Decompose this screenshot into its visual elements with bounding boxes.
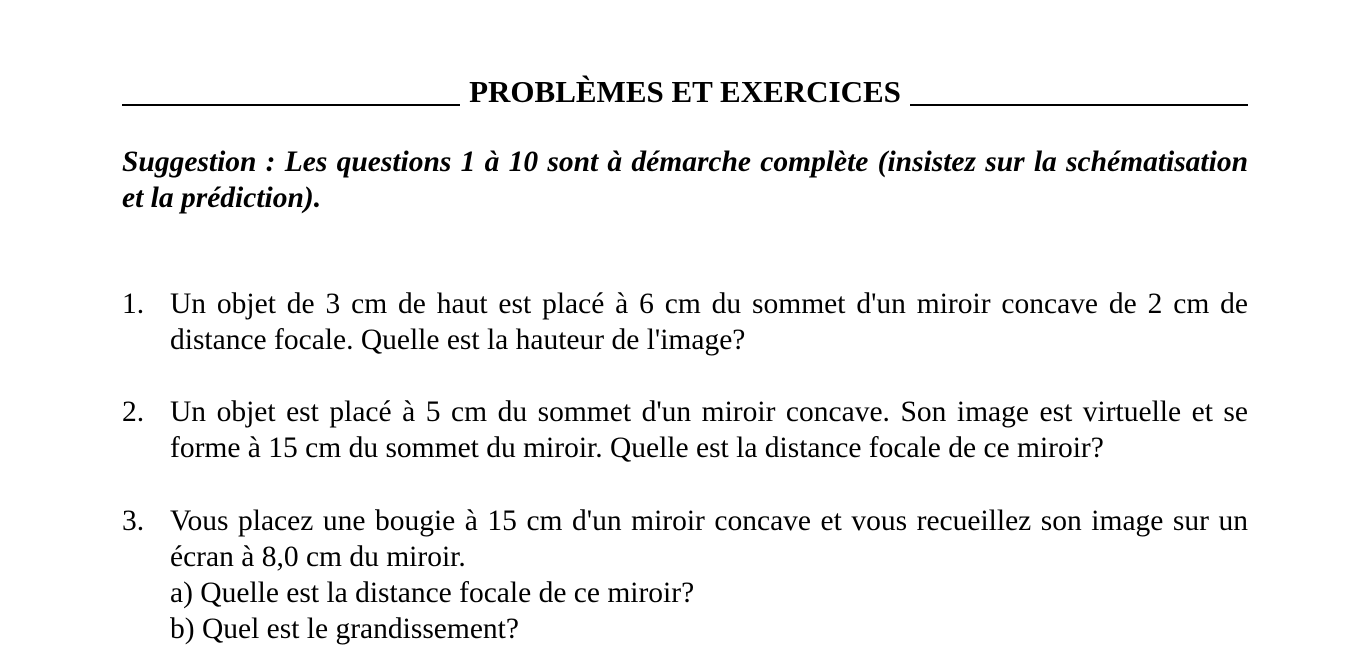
- heading-rule-left: [122, 104, 460, 106]
- sub-question-b: b) Quel est le grandissement?: [170, 613, 519, 645]
- question-text: Un objet est placé à 5 cm du sommet d'un miroir concave. Son image est virtuelle et se forme à 15 cm du sommet du miroir. Quelle est la distance focale de ce miroir?: [170, 396, 1248, 464]
- question-body: [170, 503, 1248, 647]
- heading-rule-right: [910, 104, 1248, 106]
- question-text: Un objet de 3 cm de haut est placé à 6 cm du sommet d'un miroir concave de 2 cm de distance focale. Quelle est la hauteur de l'image?: [170, 288, 1248, 356]
- question-number: 1.: [122, 288, 145, 320]
- question-text: Vous placez une bougie à 15 cm d'un miroir concave et vous recueillez son image sur un écran à 8,0 cm du miroir.: [170, 505, 1248, 573]
- question-number: 3.: [122, 505, 145, 537]
- sub-question-a: a) Quelle est la distance focale de ce miroir?: [170, 577, 695, 609]
- question-item: [122, 394, 1248, 466]
- question-item: [122, 286, 1248, 358]
- question-item: [122, 503, 1248, 647]
- question-number: 2.: [122, 396, 145, 428]
- page-title: PROBLÈMES ET EXERCICES: [469, 74, 901, 109]
- section-heading: [122, 70, 1248, 110]
- suggestion-note: Suggestion : Les questions 1 à 10 sont à démarche complète (insistez sur la schématisation et la prédiction).: [122, 146, 1248, 214]
